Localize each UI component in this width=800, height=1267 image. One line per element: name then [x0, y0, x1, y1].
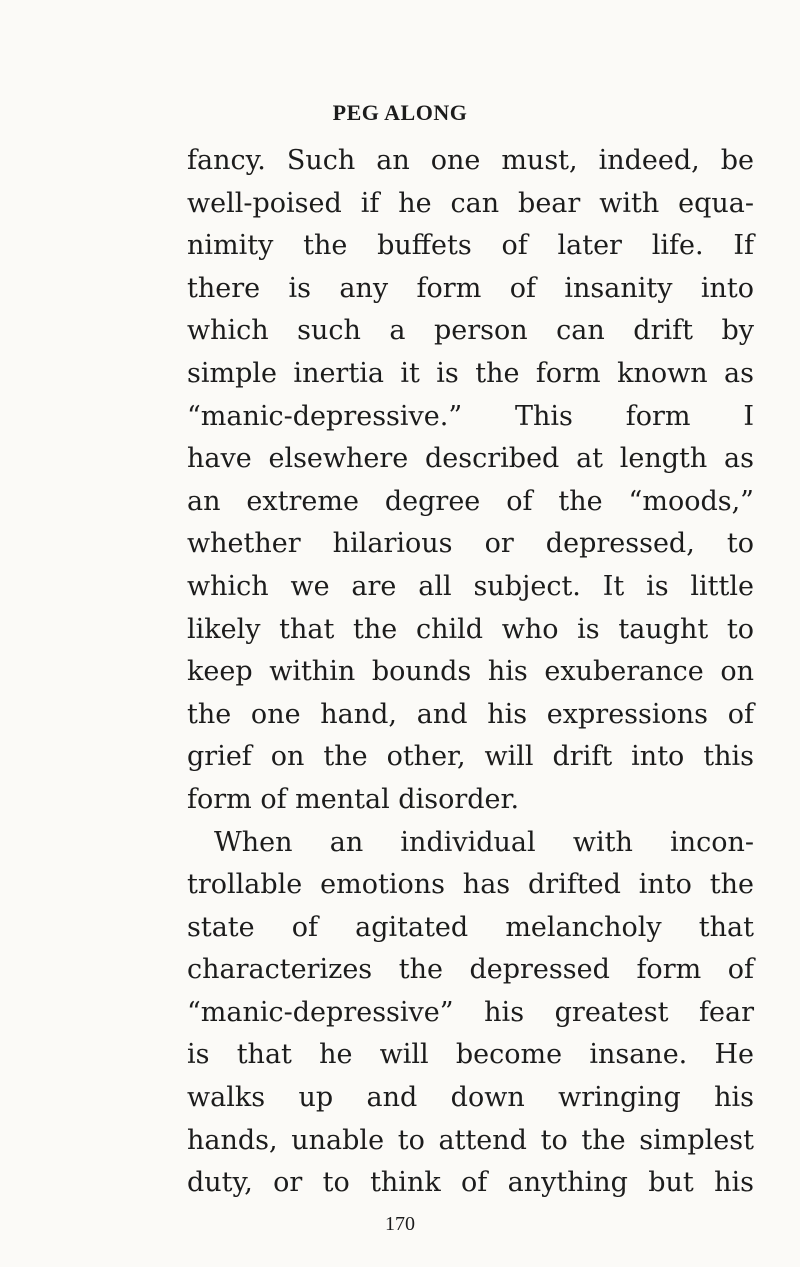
text-line-24: hands, unable to attend to the simplest — [187, 1124, 754, 1156]
text-line-19: state of agitated melancholy that — [187, 911, 754, 943]
text-line-25: duty, or to think of anything but his — [187, 1167, 754, 1199]
text-line-23: walks up and down wringing his — [187, 1082, 754, 1114]
text-line-3: nimity the buffets of later life. If — [187, 230, 754, 262]
text-line-22: is that he will become insane. He — [187, 1039, 754, 1071]
text-line-5: which such a person can drift by — [187, 315, 754, 347]
text-line-13: keep within bounds his exuberance on — [187, 656, 754, 688]
text-line-11: which we are all subject. It is little — [187, 570, 754, 602]
text-line-2: well-poised if he can bear with equa- — [187, 187, 754, 219]
text-line-9: an extreme degree of the “moods,” — [187, 485, 754, 517]
text-line-7: “manic-depressive.” This form I — [187, 400, 754, 432]
page-number: 170 — [385, 1213, 415, 1235]
text-line-14: the one hand, and his expressions of — [187, 698, 754, 730]
text-line-4: there is any form of insanity into — [187, 272, 754, 304]
text-line-16: form of mental disorder. — [187, 783, 520, 815]
running-head: PEG ALONG — [332, 100, 468, 125]
text-line-20: characterizes the depressed form of — [187, 954, 754, 986]
text-line-17: When an individual with incon- — [214, 826, 754, 858]
text-line-1: fancy. Such an one must, indeed, be — [187, 145, 754, 176]
text-line-10: whether hilarious or depressed, to — [187, 528, 754, 560]
text-line-6: simple inertia it is the form known as — [187, 357, 754, 389]
body-text — [187, 140, 754, 1205]
text-line-18: trollable emotions has drifted into the — [187, 869, 754, 901]
text-line-8: have elsewhere described at length as — [187, 443, 754, 475]
text-line-21: “manic-depressive” his greatest fear — [187, 996, 754, 1028]
text-line-12: likely that the child who is taught to — [187, 613, 754, 645]
text-line-15: grief on the other, will drift into this — [187, 741, 754, 773]
